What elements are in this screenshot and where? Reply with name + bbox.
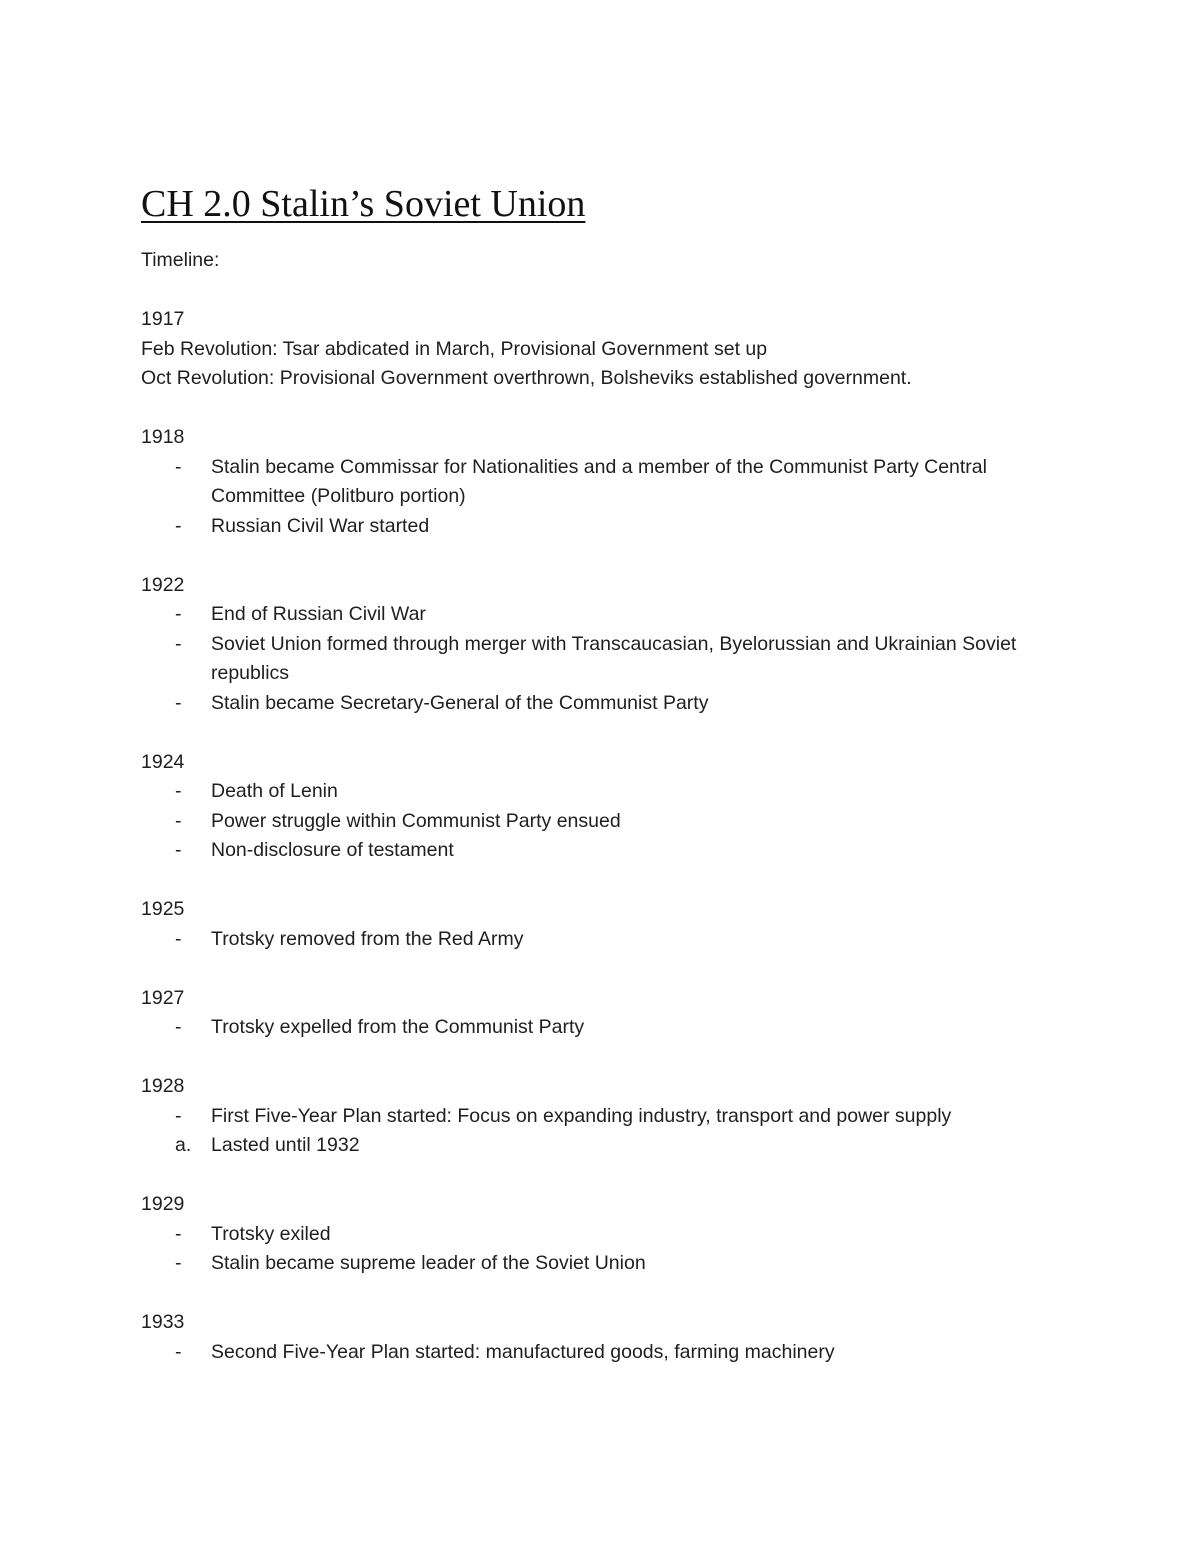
event-text: Stalin became Commissar for Nationalities and a member of the Communist Party Central Committee (Politburo portion) bbox=[211, 455, 987, 507]
document-title: CH 2.0 Stalin’s Soviet Union bbox=[141, 183, 586, 225]
dash-bullet: - bbox=[175, 455, 182, 478]
event-list bbox=[141, 1013, 1061, 1043]
event-list bbox=[141, 1102, 1061, 1161]
event-text: Non-disclosure of testament bbox=[211, 839, 454, 861]
event-text: Stalin became Secretary-General of the Communist Party bbox=[211, 691, 709, 714]
event-text: Soviet Union formed through merger with Transcaucasian, Byelorussian and Ukrainian Soviet republics bbox=[211, 632, 1017, 684]
event-text: Trotsky exiled bbox=[211, 1222, 331, 1245]
section-line: Oct Revolution: Provisional Government overthrown, Bolsheviks established government. bbox=[141, 367, 912, 389]
event-list-item bbox=[141, 836, 1061, 866]
dash-bullet: - bbox=[175, 1340, 182, 1363]
dash-bullet: - bbox=[175, 839, 182, 861]
event-list-item bbox=[141, 1102, 1061, 1132]
event-list-item bbox=[141, 1013, 1061, 1043]
event-list bbox=[141, 1338, 1061, 1368]
event-text: Power struggle within Communist Party ensued bbox=[211, 809, 621, 832]
section-year: 1924 bbox=[141, 750, 185, 773]
event-list bbox=[141, 1220, 1061, 1279]
section-year: 1929 bbox=[141, 1193, 185, 1215]
dash-bullet: - bbox=[175, 780, 182, 802]
timeline bbox=[141, 305, 1061, 1367]
event-list-item bbox=[141, 689, 1061, 719]
timeline-section-1917 bbox=[141, 305, 1061, 394]
timeline-section-1925 bbox=[141, 895, 1061, 954]
event-text: Lasted until 1932 bbox=[211, 1134, 360, 1156]
timeline-section-1928 bbox=[141, 1072, 1061, 1161]
event-text: Trotsky removed from the Red Army bbox=[211, 927, 524, 950]
dash-bullet: - bbox=[175, 632, 182, 655]
event-text: First Five-Year Plan started: Focus on expanding industry, transport and power supply bbox=[211, 1104, 952, 1127]
event-list bbox=[141, 453, 1061, 542]
event-list-item bbox=[141, 807, 1061, 837]
dash-bullet: - bbox=[175, 1104, 182, 1127]
section-year: 1922 bbox=[141, 573, 185, 596]
document-page bbox=[141, 178, 1061, 1367]
event-list-item bbox=[141, 630, 1061, 689]
event-text: Second Five-Year Plan started: manufactured goods, farming machinery bbox=[211, 1340, 835, 1363]
event-list-item bbox=[141, 925, 1061, 955]
dash-bullet: - bbox=[175, 1016, 182, 1038]
section-year: 1917 bbox=[141, 308, 185, 330]
timeline-section-1933 bbox=[141, 1308, 1061, 1367]
event-list-item bbox=[141, 777, 1061, 807]
timeline-section-1927 bbox=[141, 984, 1061, 1043]
event-text: Death of Lenin bbox=[211, 780, 338, 802]
timeline-section-1929 bbox=[141, 1190, 1061, 1279]
timeline-section-1924 bbox=[141, 748, 1061, 866]
event-list bbox=[141, 777, 1061, 866]
timeline-section-1922 bbox=[141, 571, 1061, 719]
section-year: 1928 bbox=[141, 1075, 185, 1097]
dash-bullet: - bbox=[175, 1252, 182, 1274]
event-text: Trotsky expelled from the Communist Party bbox=[211, 1016, 585, 1038]
timeline-label: Timeline: bbox=[141, 249, 220, 271]
event-list bbox=[141, 600, 1061, 718]
event-list-item bbox=[141, 512, 1061, 542]
event-list-item bbox=[141, 453, 1061, 512]
event-text: End of Russian Civil War bbox=[211, 603, 426, 625]
dash-bullet: - bbox=[175, 809, 182, 832]
dash-bullet: - bbox=[175, 514, 182, 537]
event-list bbox=[141, 925, 1061, 955]
section-line: Feb Revolution: Tsar abdicated in March, Provisional Government set up bbox=[141, 337, 768, 360]
dash-bullet: - bbox=[175, 603, 182, 625]
section-year: 1927 bbox=[141, 986, 185, 1009]
event-text: Stalin became supreme leader of the Soviet Union bbox=[211, 1252, 646, 1274]
dash-bullet: - bbox=[175, 1222, 182, 1245]
letter-marker: a. bbox=[175, 1134, 192, 1156]
event-list-item bbox=[141, 600, 1061, 630]
section-year: 1918 bbox=[141, 426, 185, 448]
section-year: 1925 bbox=[141, 898, 185, 920]
event-text: Russian Civil War started bbox=[211, 514, 430, 537]
event-list-item bbox=[141, 1338, 1061, 1368]
dash-bullet: - bbox=[175, 691, 182, 714]
section-year: 1933 bbox=[141, 1311, 185, 1333]
event-list-item bbox=[141, 1131, 1061, 1161]
event-list-item bbox=[141, 1249, 1061, 1279]
dash-bullet: - bbox=[175, 927, 182, 950]
timeline-section-1918 bbox=[141, 423, 1061, 541]
event-list-item bbox=[141, 1220, 1061, 1250]
